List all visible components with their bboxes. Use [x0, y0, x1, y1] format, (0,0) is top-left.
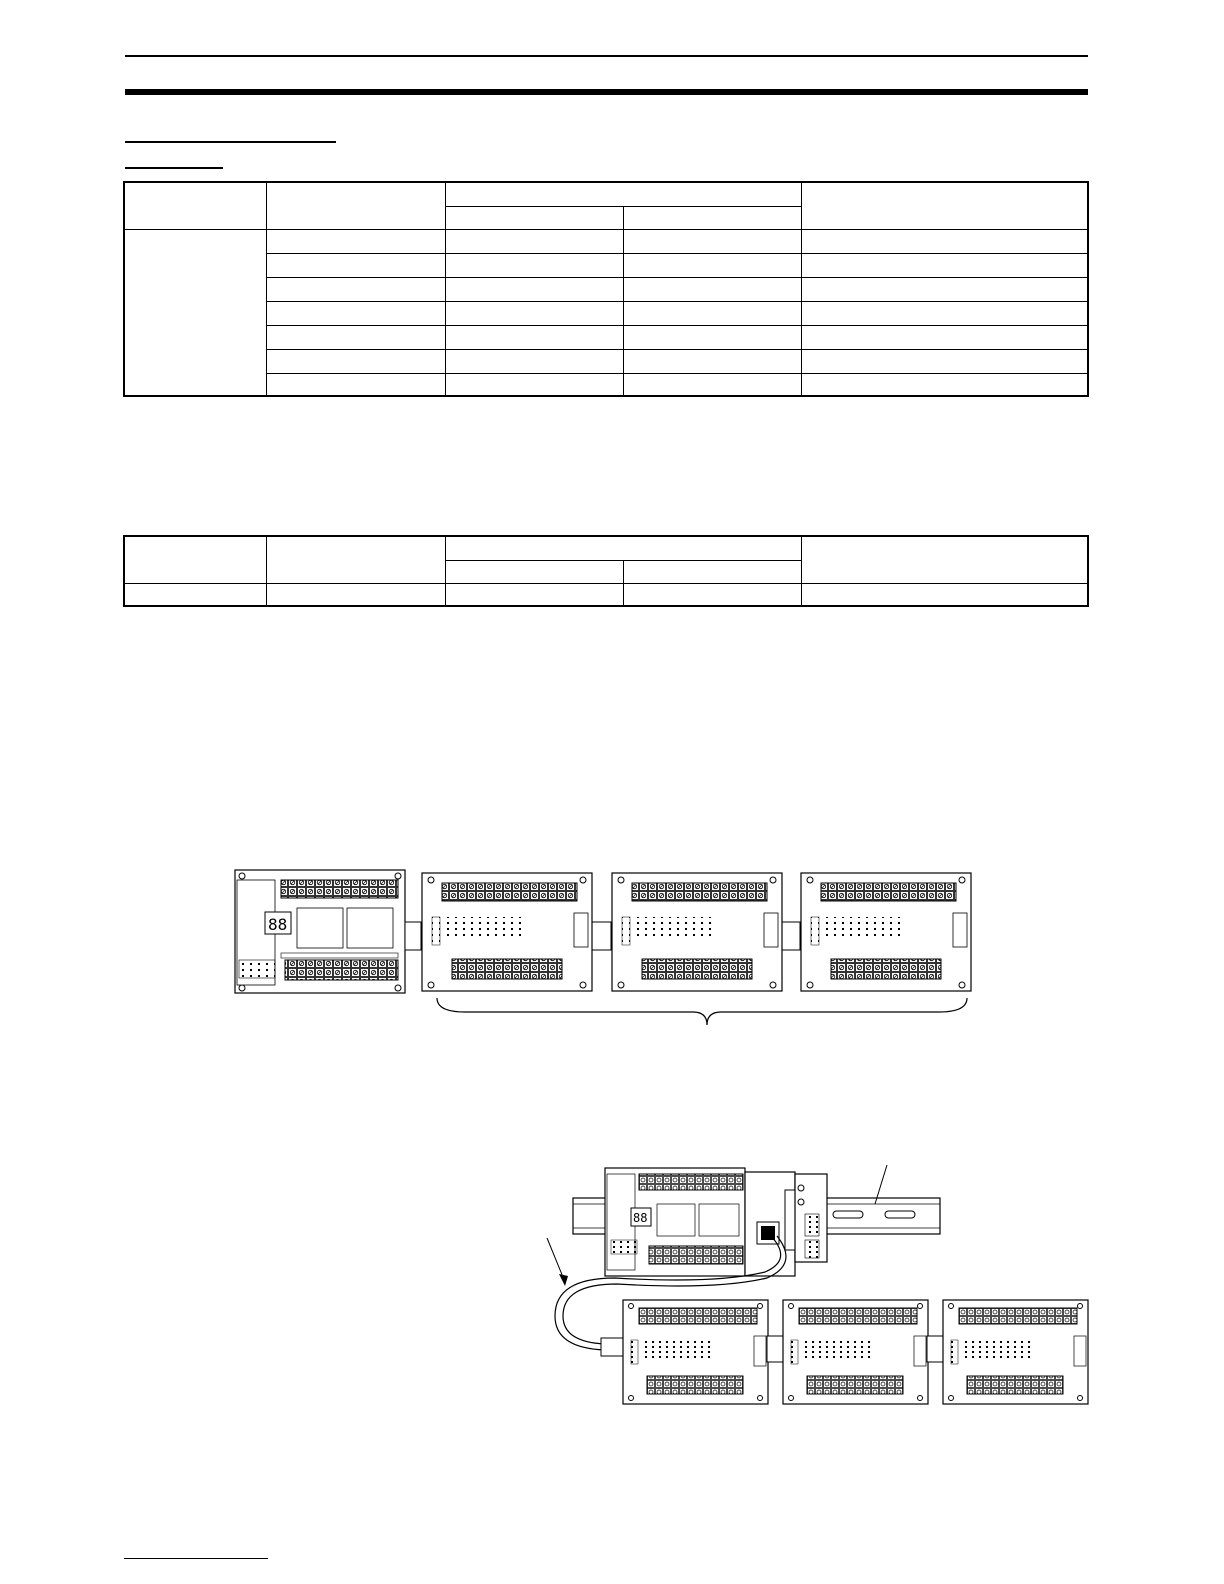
table-cell: [124, 182, 266, 229]
table-cell: [266, 373, 445, 396]
table-cell: [801, 325, 1088, 349]
footer-rule: [124, 1558, 268, 1559]
table-header-row: [124, 182, 1088, 206]
header-thick-rule: [125, 89, 1088, 95]
specification-table-2: [123, 535, 1089, 607]
table-row: [124, 277, 1088, 301]
table-cell: [801, 583, 1088, 606]
section-heading-underline: [125, 141, 336, 143]
table-cell: [445, 560, 623, 583]
cpu-unit: [235, 870, 405, 993]
table-cell: [266, 301, 445, 325]
table-cell: [801, 349, 1088, 373]
table-cell: [623, 373, 801, 396]
table-row: [124, 349, 1088, 373]
header-thin-rule: [125, 55, 1088, 57]
table-cell: [801, 182, 1088, 229]
expansion-unit: [612, 873, 782, 991]
table-cell: [623, 325, 801, 349]
table-cell: [801, 536, 1088, 583]
svg-text:88: 88: [268, 915, 288, 934]
table-cell: [445, 349, 623, 373]
table-cell: [445, 583, 623, 606]
table-cell: [124, 583, 266, 606]
table-row: [124, 583, 1088, 606]
table-row: [124, 229, 1088, 253]
cable-connection-diagram: [535, 1160, 1095, 1410]
expansion-unit: [943, 1300, 1088, 1404]
table-header-row: [124, 536, 1088, 560]
table-cell: [266, 536, 445, 583]
table-row: [124, 325, 1088, 349]
table-cell: [801, 301, 1088, 325]
table-cell: [445, 229, 623, 253]
table-cell: [266, 182, 445, 229]
cpu-unit: [605, 1168, 745, 1276]
table-cell: [623, 277, 801, 301]
expansion-unit: [623, 1300, 768, 1404]
table-row: [124, 373, 1088, 396]
expansion-connection-diagram: [225, 860, 985, 1030]
expansion-unit: [783, 1300, 928, 1404]
expansion-units-brace: [437, 998, 967, 1025]
table-cell: [801, 253, 1088, 277]
table-cell: [623, 206, 801, 229]
table-cell: [445, 325, 623, 349]
table-cell: [266, 349, 445, 373]
table-cell: [623, 229, 801, 253]
table-cell: [445, 277, 623, 301]
table-cell: [445, 373, 623, 396]
table-cell: [445, 182, 801, 206]
table-cell: [266, 325, 445, 349]
table-cell: [623, 301, 801, 325]
table-cell: [124, 536, 266, 583]
arrowhead-icon: [559, 1274, 568, 1286]
table-cell: [801, 277, 1088, 301]
table-cell: [266, 277, 445, 301]
table-row: [124, 301, 1088, 325]
table-cell: [266, 229, 445, 253]
table-cell: [124, 229, 266, 396]
table-cell: [266, 583, 445, 606]
table-cell: [801, 373, 1088, 396]
expansion-unit: [422, 873, 592, 991]
table-cell: [623, 253, 801, 277]
specification-table-1: [123, 181, 1089, 397]
subsection-heading-underline: [125, 167, 223, 169]
table-row: [124, 253, 1088, 277]
svg-text:88: 88: [633, 1211, 648, 1225]
table-cell: [445, 206, 623, 229]
table-cell: [445, 301, 623, 325]
table-cell: [445, 536, 801, 560]
table-cell: [445, 253, 623, 277]
table-cell: [623, 560, 801, 583]
table-cell: [623, 349, 801, 373]
table-cell: [623, 583, 801, 606]
table-cell: [266, 253, 445, 277]
expansion-unit: [801, 873, 971, 991]
table-cell: [801, 229, 1088, 253]
